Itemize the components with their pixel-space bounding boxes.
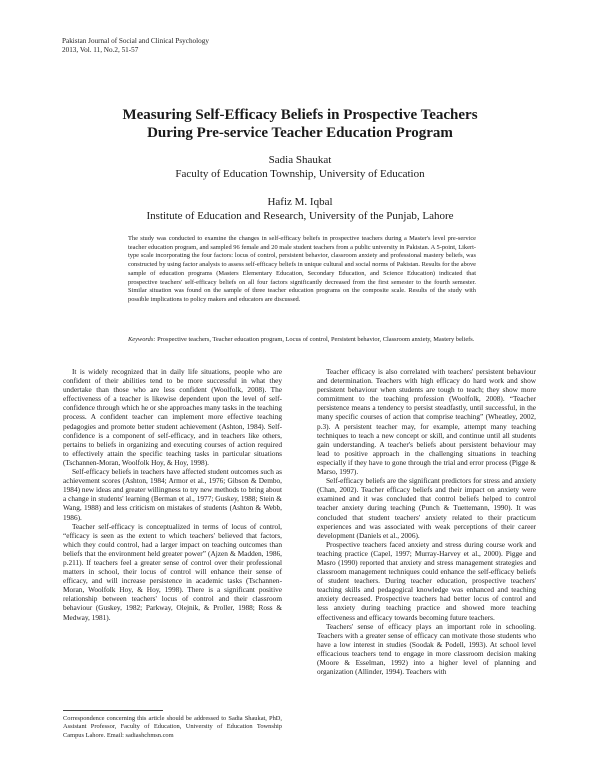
correspondence-footnote: Correspondence concerning this article should be addressed to Sadia Shaukat, PhD, Assistant Professor, Faculty of Education, University of Education Township Campus Lahore. Email: sadiashchmsn.com — [63, 715, 282, 739]
author-2-affiliation: Institute of Education and Research, University of the Punjab, Lahore — [146, 210, 454, 222]
author-1-name: Sadia Shaukat — [268, 154, 332, 166]
body-paragraph: Prospective teachers faced anxiety and stress during course work and teaching practice (Capel, 1997; Murray-Harvey et al., 2000). Pigge and Masro (1990) reported that anxiety and stress management strategies and classroom management techniques could enhance the self-efficacy beliefs of student teachers. During teacher education, prospective teachers' teaching skills and pedagogical knowledge was enhanced and teaching anxiety decreased. Prospective teachers had better locus of control and less anxiety during teaching practice and showed more teaching effectiveness and efficacy towards becoming future teachers. — [317, 539, 536, 622]
journal-issue: 2013, Vol. 11, No.2, 51-57 — [62, 46, 139, 54]
keywords-label: Keywords: — [128, 336, 156, 343]
paper-title — [60, 106, 540, 142]
journal-header — [62, 37, 209, 55]
footnote-divider — [63, 710, 163, 711]
journal-name: Pakistan Journal of Social and Clinical Psychology — [62, 37, 209, 45]
body-paragraph: Teachers' sense of efficacy plays an important role in schooling. Teachers with a greater sense of efficacy can motivate those students who have a low interest in studies (Soodak & Podell, 1993). At school level efficacious teachers tend to engage in more classroom decision making (Moore & Esselman, 1992) into a higher level of planning and organization (Allinder, 1994). Teachers with — [317, 621, 536, 677]
keywords-text: Prospective teachers, Teacher education program, Locus of control, Persistent behavior, Classroom anxiety, Mastery beliefs. — [157, 336, 475, 343]
author-1-affiliation: Faculty of Education Township, University of Education — [175, 168, 425, 180]
body-paragraph: Self-efficacy beliefs are the significant predictors for stress and anxiety (Chan, 2002). Teacher efficacy beliefs and their impact on anxiety were examined and it was concluded that control beliefs helped to control teacher anxiety during teaching (Punch & Tuettemann, 1990). It was concluded that student teachers' anxiety related to their practicum experiences and was associated with weak perceptions of their career development (Daniels et al., 2006). — [317, 476, 536, 540]
body-column-left — [63, 367, 282, 622]
abstract: The study was conducted to examine the changes in self-efficacy beliefs in prospective teachers during a Master's level pre-service teacher education program, and sampled 96 female and 20 male student teachers from a public university in Pakistan. A 5-point, Likert-type scale incorporating the four factors: locus of control, persistent behavior, classroom anxiety and professional mastery beliefs, was constructed by using factor analysis to assess self-efficacy beliefs in unique cultural and social norms of Pakistan. Results for the above sample of education programs (Masters Elementary Education, Secondary Education, and Science Education) indicated that prospective teachers' self-efficacy beliefs on all four factors significantly decreased from the first semester to the fourth semester. Similar situation was found on the sample of three teacher education programs on the composite scale. Results of the study with possible implications to policy makers and educators are discussed. — [128, 235, 476, 303]
body-column-right — [317, 367, 536, 772]
body-paragraph: It is widely recognized that in daily life situations, people who are confident of their abilities tend to be more successful in what they undertake than those who are less confident (Woolfolk, 2008). The effectiveness of a teacher is likewise dependent upon the level of self-confidence through which he or she approaches many tasks in the teaching process. A confident teacher can implement more effective teaching pedagogies and promote better student achievement (Ashton, 1984). Self-confidence is a component of self-efficacy, and in teachers like others, pertains to beliefs in organizing and executing courses of action required to effectively attain the specific teaching tasks in particular situations (Tschannen-Moran, Woolfolk Hoy, & Hoy, 1998). — [63, 367, 282, 467]
author-2-name: Hafiz M. Iqbal — [267, 196, 333, 208]
keywords — [128, 336, 476, 345]
body-paragraph: Self-efficacy beliefs in teachers have affected student outcomes such as achievement scores (Ashton, 1984; Armor et al., 1976; Gibson & Dembo, 1984) new ideas and greater willingness to try new methods to bring about a change in students' learning (Berman et al., 1977; Guskey, 1988; Stein & Wang, 1988) and less criticism on mistakes of students (Ashton & Webb, 1986). — [63, 467, 282, 522]
body-paragraph: Teacher efficacy is also correlated with teachers' persistent behaviour and determination. Teachers with high efficacy do hard work and show persistent behaviour when students are tough to teach; they show more commitment to the teaching profession (Woolfolk, 2008). “Teacher persistence means a tendency to persist steadfastly, until successful, in the many specific courses of action that comprise teaching” (Wheatley, 2002, p.3). A persistent teacher may, for example, attempt many teaching techniques to teach a new concept or skill, and continue until all students gain understanding. A teacher's beliefs about persistent behaviour may lead to positive approach in the challenging situations in teaching especially if they have to gone through the trial and error process (Pigge & Marso, 1997). — [317, 367, 536, 477]
body-paragraph: Teacher self-efficacy is conceptualized in terms of locus of control, “efficacy is seen as the extent to which teachers' believed that factors, which they could control, had a larger impact on teaching outcomes than beliefs that the environment held greater power” (Ajzen & Madden, 1986, p.211). If teachers feel a greater sense of control over their professional matters in school, their locus of control will enhance their sense of efficacy, and will increase persistence in academic tasks (Tschannen-Moran, Woolfolk Hoy, & Hoy, 1998). There is a significant positive relationship between teachers' locus of control and their classroom behaviour (Guskey, 1982; Parkway, Olejnik, & Proller, 1988; Ross & Medway, 1981). — [63, 521, 282, 622]
title-line-1: Measuring Self-Efficacy Beliefs in Prospective Teachers — [122, 107, 478, 123]
title-line-2: During Pre-service Teacher Education Program — [147, 125, 453, 141]
